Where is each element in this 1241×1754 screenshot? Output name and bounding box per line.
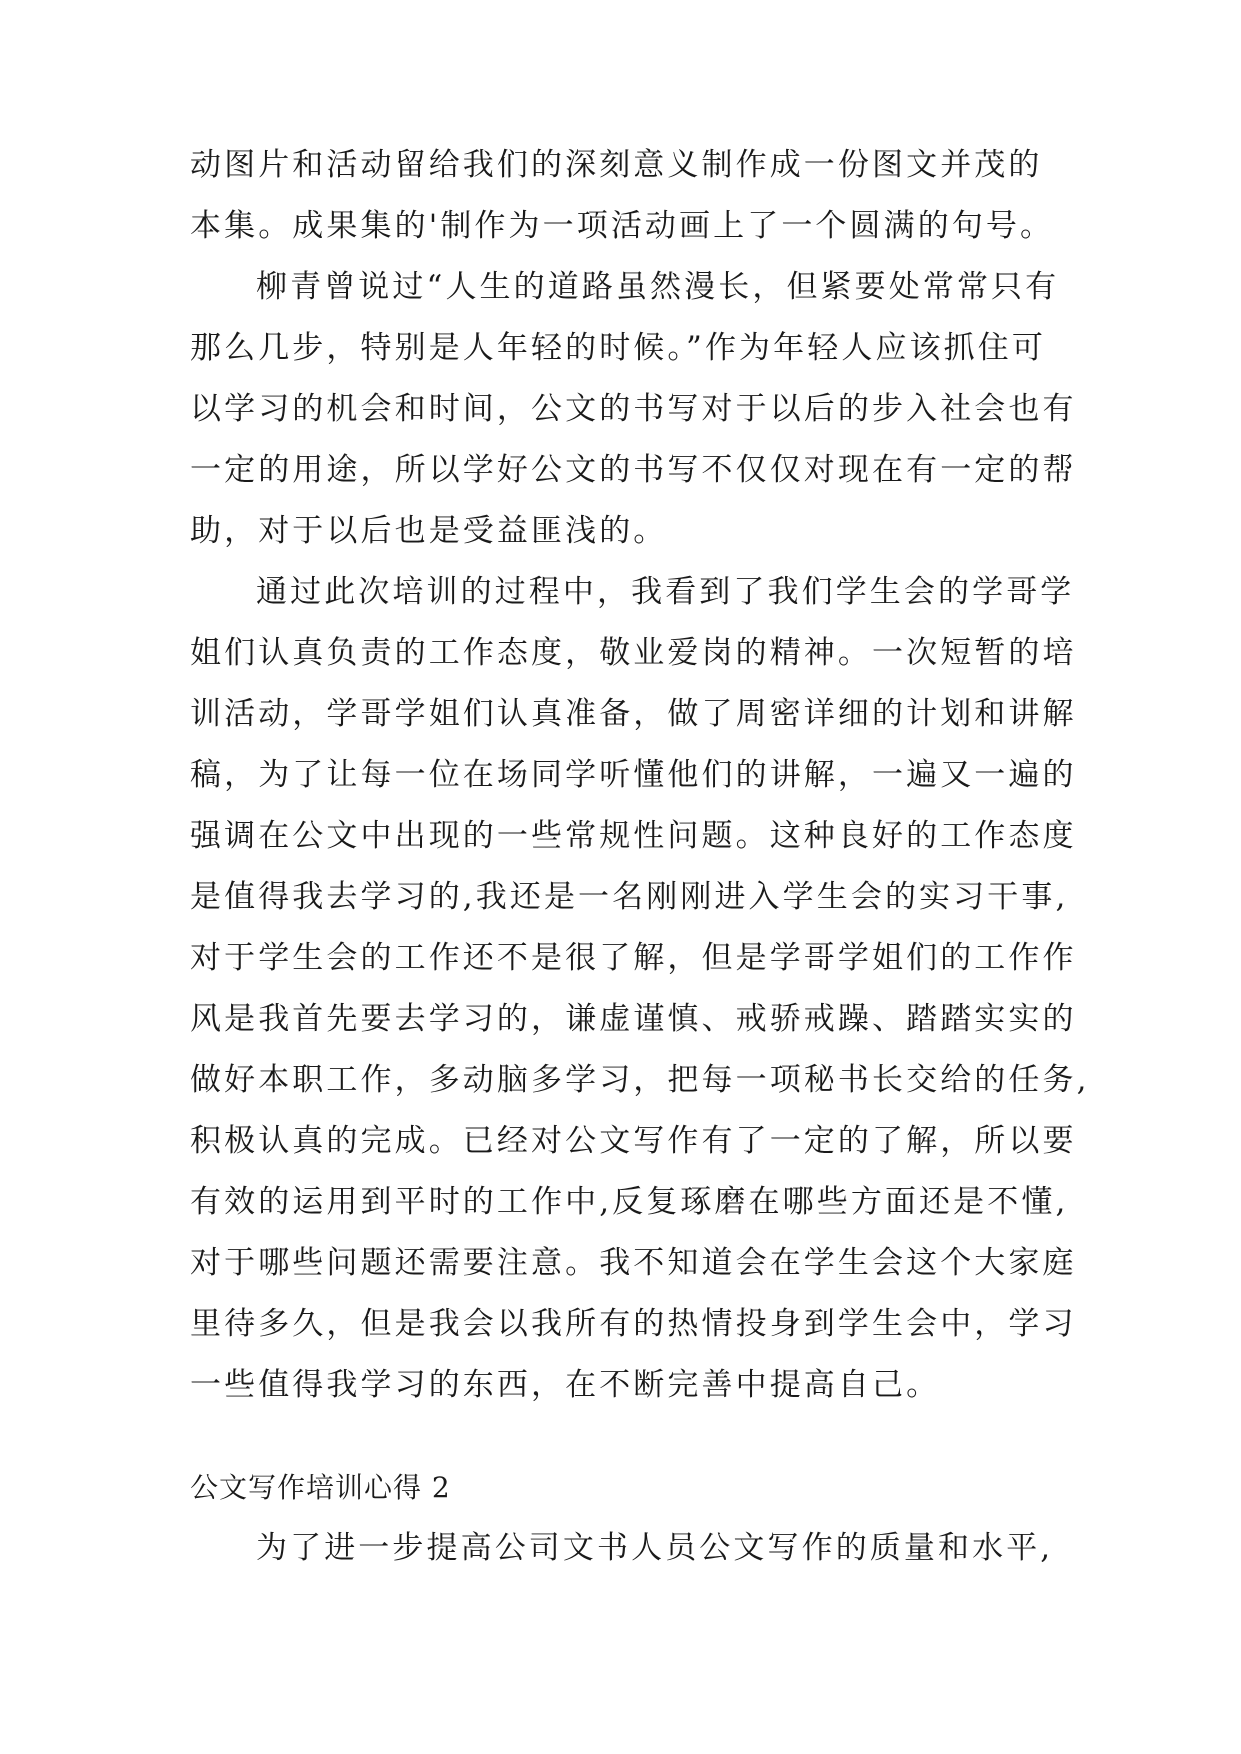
- paragraph-line: 对于学生会的工作还不是很了解，但是学哥学姐们的工作作: [190, 940, 1077, 976]
- paragraph-line: 通过此次培训的过程中，我看到了我们学生会的学哥学: [256, 574, 1075, 610]
- paragraph-line: 姐们认真负责的工作态度，敬业爱岗的精神。一次短暂的培: [190, 635, 1077, 671]
- paragraph-2: [190, 257, 1077, 562]
- paragraph-line: 有效的运用到平时的工作中,反复琢磨在哪些方面还是不懂,: [190, 1184, 1069, 1220]
- paragraph-4: [190, 1518, 1054, 1579]
- paragraph-line: 以学习的机会和时间，公文的书写对于以后的步入社会也有: [190, 391, 1077, 427]
- paragraph-line: 是值得我去学习的,我还是一名刚刚进入学生会的实习干事,: [190, 879, 1069, 915]
- paragraph-line: 里待多久，但是我会以我所有的热情投身到学生会中，学习: [190, 1306, 1077, 1342]
- section-heading: 公文写作培训心得 2: [190, 1471, 451, 1504]
- paragraph-line: 为了进一步提高公司文书人员公文写作的质量和水平,: [256, 1530, 1054, 1566]
- paragraph-3: [190, 562, 1090, 1416]
- paragraph-line: 一定的用途，所以学好公文的书写不仅仅对现在有一定的帮: [190, 452, 1077, 488]
- paragraph-line: 动图片和活动留给我们的深刻意义制作成一份图文并茂的: [190, 147, 1043, 183]
- paragraph-line: 那么几步，特别是人年轻的时候。”作为年轻人应该抓住可: [190, 330, 1046, 366]
- paragraph-line: 本集。成果集的'制作为一项活动画上了一个圆满的句号。: [190, 208, 1055, 244]
- paragraph-line: 一些值得我学习的东西，在不断完善中提高自己。: [190, 1367, 941, 1403]
- document-page: [190, 135, 1090, 1579]
- paragraph-line: 助，对于以后也是受益匪浅的。: [190, 513, 668, 549]
- paragraph-line: 积极认真的完成。已经对公文写作有了一定的了解，所以要: [190, 1123, 1077, 1159]
- paragraph-line: 对于哪些问题还需要注意。我不知道会在学生会这个大家庭: [190, 1245, 1077, 1281]
- paragraph-line: 训活动，学哥学姐们认真准备，做了周密详细的计划和讲解: [190, 696, 1077, 732]
- paragraph-line: 做好本职工作，多动脑多学习，把每一项秘书长交给的任务,: [190, 1062, 1090, 1098]
- paragraph-line: 稿，为了让每一位在场同学听懂他们的讲解，一遍又一遍的: [190, 757, 1077, 793]
- paragraph-line: 风是我首先要去学习的，谦虚谨慎、戒骄戒躁、踏踏实实的: [190, 1001, 1077, 1037]
- paragraph-line: 柳青曾说过“人生的道路虽然漫长，但紧要处常常只有: [256, 269, 1060, 305]
- paragraph-1: [190, 135, 1055, 257]
- paragraph-line: 强调在公文中出现的一些常规性问题。这种良好的工作态度: [190, 818, 1077, 854]
